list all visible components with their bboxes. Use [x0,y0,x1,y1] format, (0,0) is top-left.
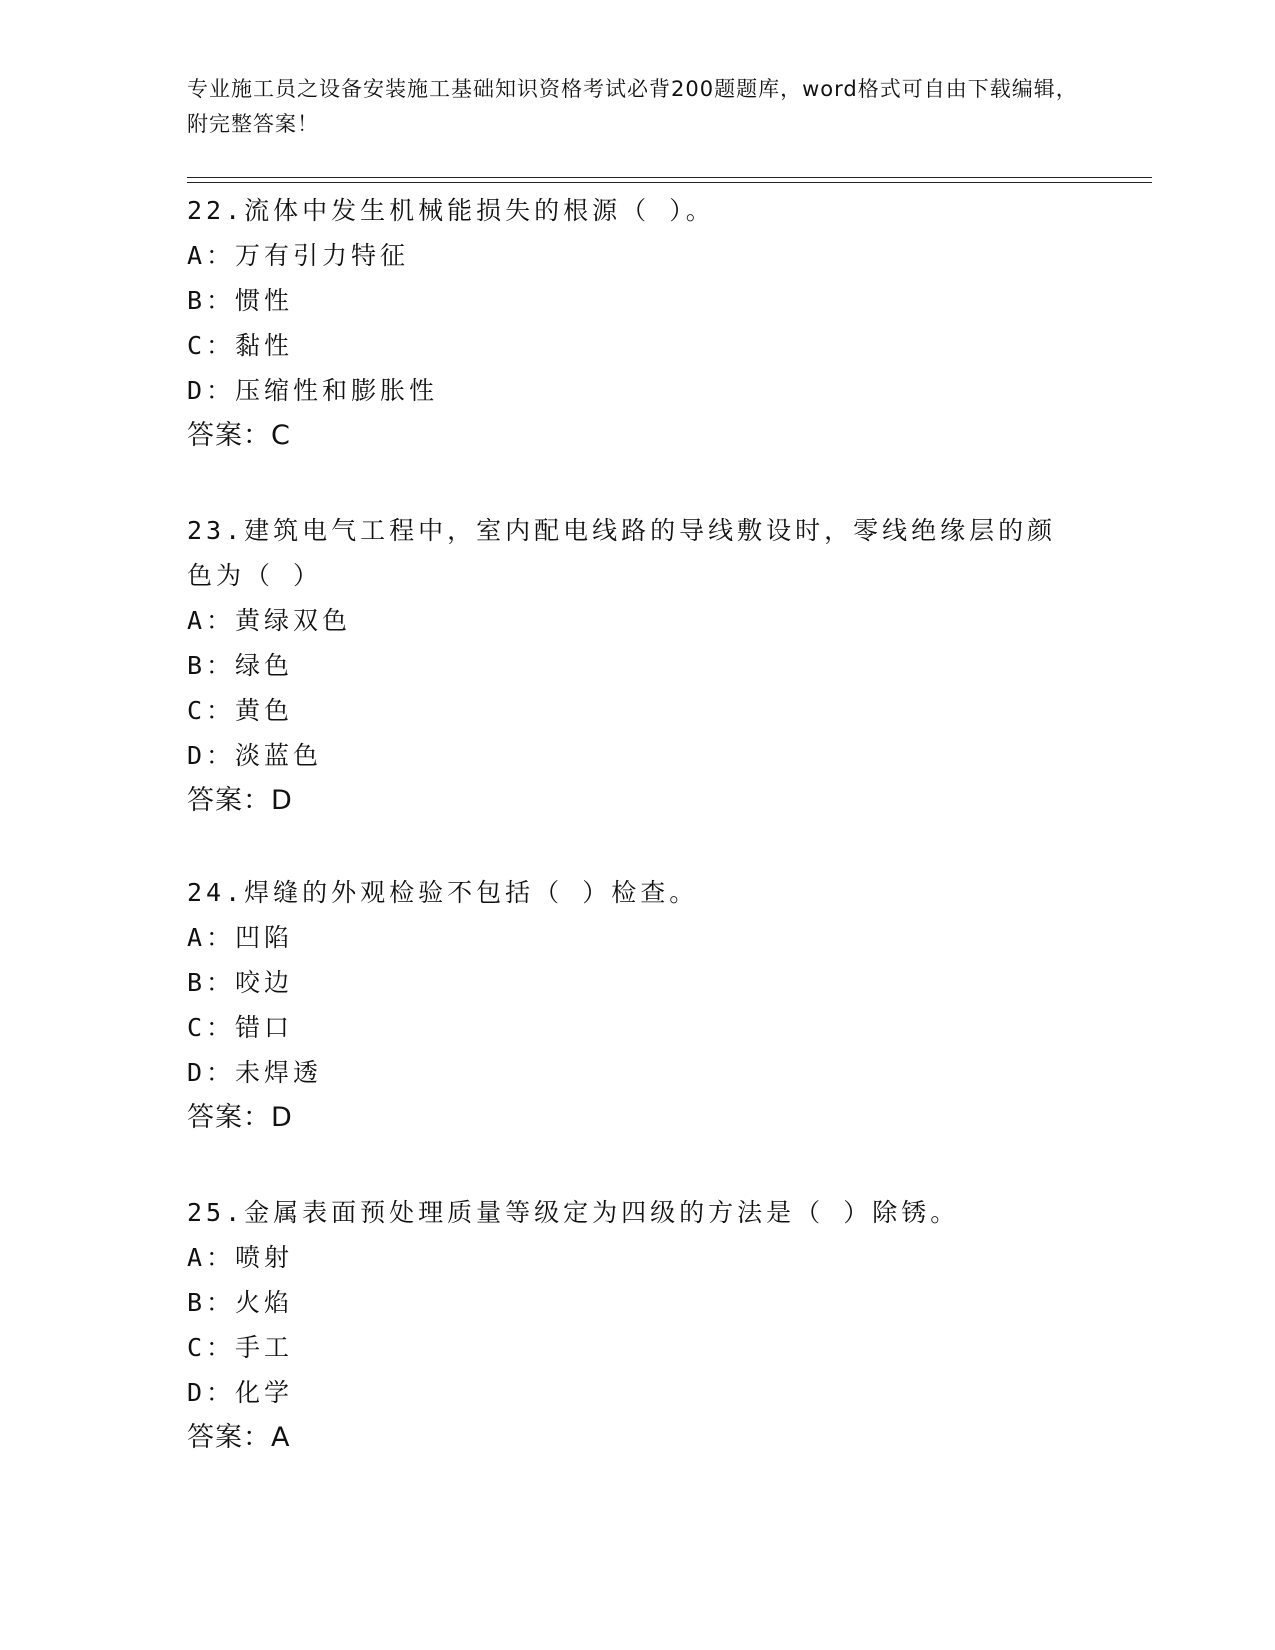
answer: 答案：C [187,420,291,451]
option-c: C：黏性 [187,331,294,360]
question-stem: 22.流体中发生机械能损失的根源（ ）。 [187,196,715,225]
option-c: C：手工 [187,1333,294,1362]
question-stem: 25.金属表面预处理质量等级定为四级的方法是（ ）除锈。 [187,1198,960,1227]
option-c: C：错口 [187,1013,294,1042]
question-23 [187,508,1087,824]
document-title: 专业施工员之设备安装施工基础知识资格考试必背200题题库，word格式可自由下载编辑，附完整答案！ [187,77,1078,136]
option-a: A：凹陷 [187,923,294,952]
option-a: A：喷射 [187,1243,294,1272]
option-d: D：未焊透 [187,1058,323,1087]
answer: 答案：D [187,785,293,816]
question-25 [187,1190,1087,1461]
option-c: C：黄色 [187,696,294,725]
option-b: B：惯性 [187,286,294,315]
question-stem: 24.焊缝的外观检验不包括（ ）检查。 [187,878,699,907]
option-b: B：咬边 [187,968,294,997]
question-22 [187,188,1087,459]
header-rule-bottom [187,182,1152,183]
option-a: A：万有引力特征 [187,241,410,270]
answer: 答案：A [187,1422,291,1453]
answer: 答案：D [187,1102,293,1133]
option-d: D：化学 [187,1378,294,1407]
option-d: D：淡蓝色 [187,741,323,770]
option-a: A：黄绿双色 [187,606,352,635]
question-24 [187,870,1087,1141]
question-stem: 23.建筑电气工程中，室内配电线路的导线敷设时，零线绝缘层的颜色为（ ） [187,516,1057,590]
option-b: B：火焰 [187,1288,294,1317]
option-b: B：绿色 [187,651,294,680]
option-d: D：压缩性和膨胀性 [187,376,439,405]
header-rule-top [187,177,1152,178]
document-header [187,72,1087,142]
